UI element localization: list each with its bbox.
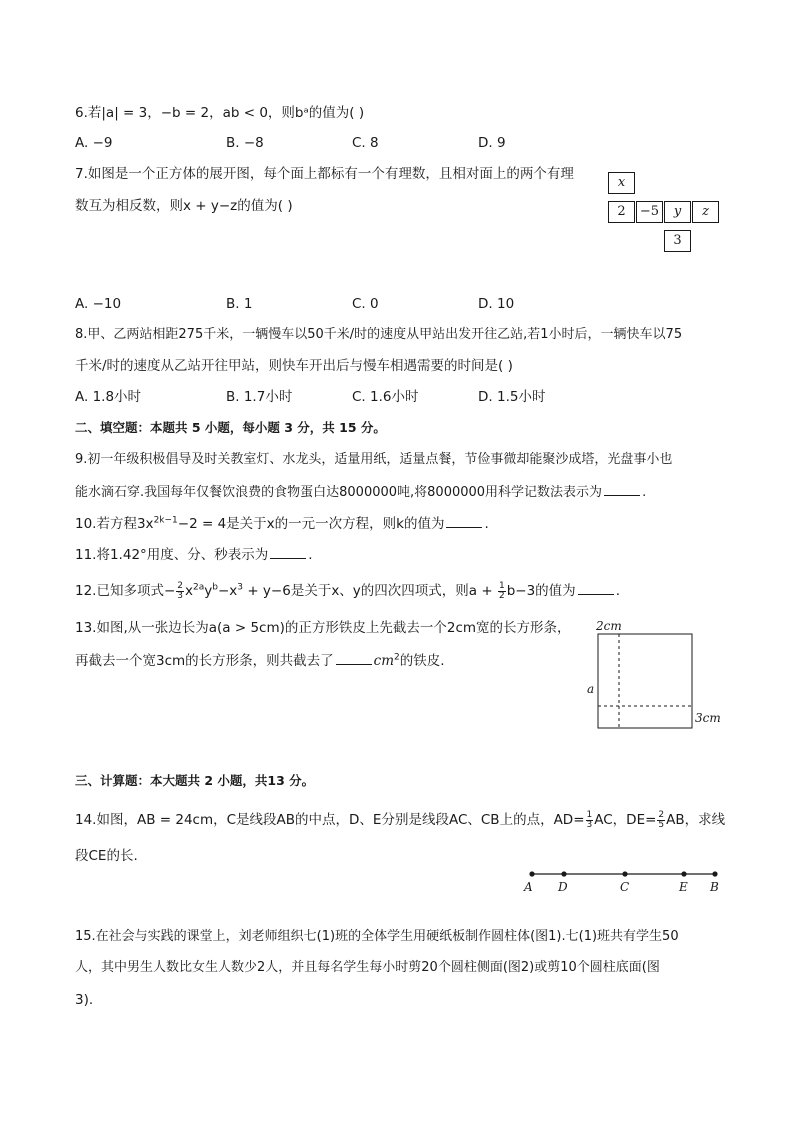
q12-answer-blank[interactable] <box>578 580 614 595</box>
q6-option-d: D. 9 <box>478 135 506 151</box>
q13-unit-exp: 2 <box>394 652 400 663</box>
q7-option-d: D. 10 <box>478 296 515 312</box>
section3-heading: 三、计算题：本大题共 2 小题，共13 分。 <box>75 773 315 788</box>
q13-answer-blank[interactable] <box>336 650 372 665</box>
q12-part-f: b−3的值为 <box>506 583 576 599</box>
q6-option-a: A. −9 <box>75 135 113 151</box>
net-cell-neg5: −5 <box>636 201 663 223</box>
q14-line2: 段CE的长. <box>75 848 138 864</box>
q9-line2-text: 能水滴石穿.我国每年仅餐饮浪费的食物蛋白达8000000吨,将8000000用科学记数法表示为 <box>75 485 603 500</box>
q10-end: . <box>484 516 489 532</box>
q12-exp3: 3 <box>237 582 244 593</box>
q12-frac2-den: 2 <box>498 590 505 601</box>
q11-end: . <box>308 547 313 563</box>
q14-fraction-2-5 <box>657 811 665 830</box>
q12-exp1: 2a <box>193 582 205 593</box>
section2-heading: 二、填空题：本题共 5 小题，每小题 3 分，共 15 分。 <box>75 420 386 435</box>
q12-part-a: 12.已知多项式− <box>75 583 176 599</box>
point-d <box>561 871 566 876</box>
q12-exp2: b <box>212 582 218 593</box>
net-cell-z: z <box>692 201 719 223</box>
q14-frac2-num: 2 <box>658 809 665 820</box>
q9-line1: 9.初一年级积极倡导及时关教室灯、水龙头，适量用纸，适量点餐，节俭事微却能聚沙成塔，光盘事小也 <box>75 452 673 467</box>
label-2cm: 2cm <box>596 619 622 633</box>
q8-line2: 千米/时的速度从乙站开往甲站，则快车开出后与慢车相遇需要的时间是( ) <box>75 358 513 374</box>
q14-part-a: 14.如图，AB = 24cm，C是线段AB的中点，D、E分别是线段AC、CB上的点，AD= <box>75 812 585 828</box>
q7-line1: 7.如图是一个正方体的展开图，每个面上都标有一个有理数，且相对面上的两个有理 <box>75 166 574 182</box>
q14-frac2-den: 5 <box>658 819 665 830</box>
q11-text: 11.将1.42°用度、分、秒表示为 <box>75 547 269 563</box>
q15-line3: 3). <box>75 992 94 1008</box>
q6-option-c: C. 8 <box>352 135 379 151</box>
q13-line2-text: 再截去一个宽3cm的长方形条，则共截去了 <box>75 653 334 669</box>
q9-answer-blank[interactable] <box>604 481 640 496</box>
net-cell-3: 3 <box>664 230 691 252</box>
q12-fraction-1-2 <box>498 582 506 601</box>
q8-option-d: D. 1.5小时 <box>478 389 546 405</box>
label-point-c: C <box>620 880 630 894</box>
q8-option-b: B. 1.7小时 <box>226 389 293 405</box>
q10-part-a: 10.若方程3x <box>75 516 154 532</box>
label-point-e: E <box>679 880 688 894</box>
q14-line1 <box>75 810 725 830</box>
q7-line2: 数互为相反数，则x + y−z的值为( ) <box>75 198 293 214</box>
q13-line2 <box>75 650 445 671</box>
point-c <box>622 871 627 876</box>
q7-option-c: C. 0 <box>352 296 379 312</box>
net-cell-x: x <box>608 172 635 194</box>
point-b <box>712 871 717 876</box>
q12-part-e: + y−6是关于x、y的四次四项式，则a + <box>243 583 497 599</box>
q7-option-b: B. 1 <box>226 296 253 312</box>
q12-frac-num: 2 <box>177 580 184 591</box>
q10-answer-blank[interactable] <box>446 513 482 528</box>
q15-line1: 15.在社会与实践的课堂上，刘老师组织七(1)班的全体学生用硬纸板制作圆柱体(图1).七(1)班共有学生50 <box>75 929 679 944</box>
q9-line2 <box>75 481 646 503</box>
q8-option-c: C. 1.6小时 <box>352 389 419 405</box>
q6-option-b: B. −8 <box>226 135 264 151</box>
q12-frac2-num: 1 <box>498 580 505 591</box>
q12-part-d: −x <box>217 583 238 599</box>
q13-square-figure <box>580 615 730 740</box>
square-outline <box>598 634 692 728</box>
q12-part-c: y <box>204 583 213 599</box>
q12-line <box>75 580 620 601</box>
q13-unit: cm <box>373 653 395 669</box>
q8-option-a: A. 1.8小时 <box>75 389 142 405</box>
q15-line2: 人，其中男生人数比女生人数少2人，并且每名学生每小时剪20个圆柱侧面(图2)或剪10个圆柱底面(图 <box>75 960 660 975</box>
q14-part-c: AB，求线 <box>666 812 726 828</box>
label-point-d: D <box>558 880 568 894</box>
point-e <box>681 871 686 876</box>
q13-line2-end: 的铁皮. <box>399 653 445 669</box>
q10-line <box>75 513 489 534</box>
label-point-a: A <box>524 880 533 894</box>
q12-part-b: x <box>185 583 194 599</box>
net-cell-2: 2 <box>608 201 635 223</box>
q13-line1: 13.如图,从一张边长为a(a > 5cm)的正方形铁皮上先截去一个2cm宽的长方形条， <box>75 620 571 636</box>
q11-answer-blank[interactable] <box>270 544 306 559</box>
q10-part-b: −2 = 4是关于x的一元一次方程，则k的值为 <box>177 516 445 532</box>
q11-line <box>75 544 313 565</box>
q12-frac-den: 3 <box>177 590 184 601</box>
q14-segment-figure <box>515 862 730 896</box>
q14-frac1-num: 1 <box>586 809 593 820</box>
net-cell-y: y <box>664 201 691 223</box>
label-point-b: B <box>710 880 719 894</box>
point-a <box>529 871 534 876</box>
q8-line1: 8.甲、乙两站相距275千米，一辆慢车以50千米/时的速度从甲站出发开往乙站,若1小时后，一辆快车以75 <box>75 327 683 342</box>
q14-fraction-1-3 <box>586 811 594 830</box>
label-a: a <box>587 682 595 696</box>
label-3cm: 3cm <box>695 711 721 725</box>
q10-exponent: 2k−1 <box>153 515 178 526</box>
q12-fraction-2-3 <box>176 582 184 601</box>
q7-option-a: A. −10 <box>75 296 122 312</box>
q14-frac1-den: 3 <box>586 819 593 830</box>
q14-part-b: AC，DE= <box>594 812 657 828</box>
q6-text: 6.若|a| = 3，−b = 2，ab < 0，则bᵃ的值为( ) <box>75 105 365 121</box>
q12-end: . <box>615 583 620 599</box>
q9-line2-end: . <box>642 485 647 500</box>
